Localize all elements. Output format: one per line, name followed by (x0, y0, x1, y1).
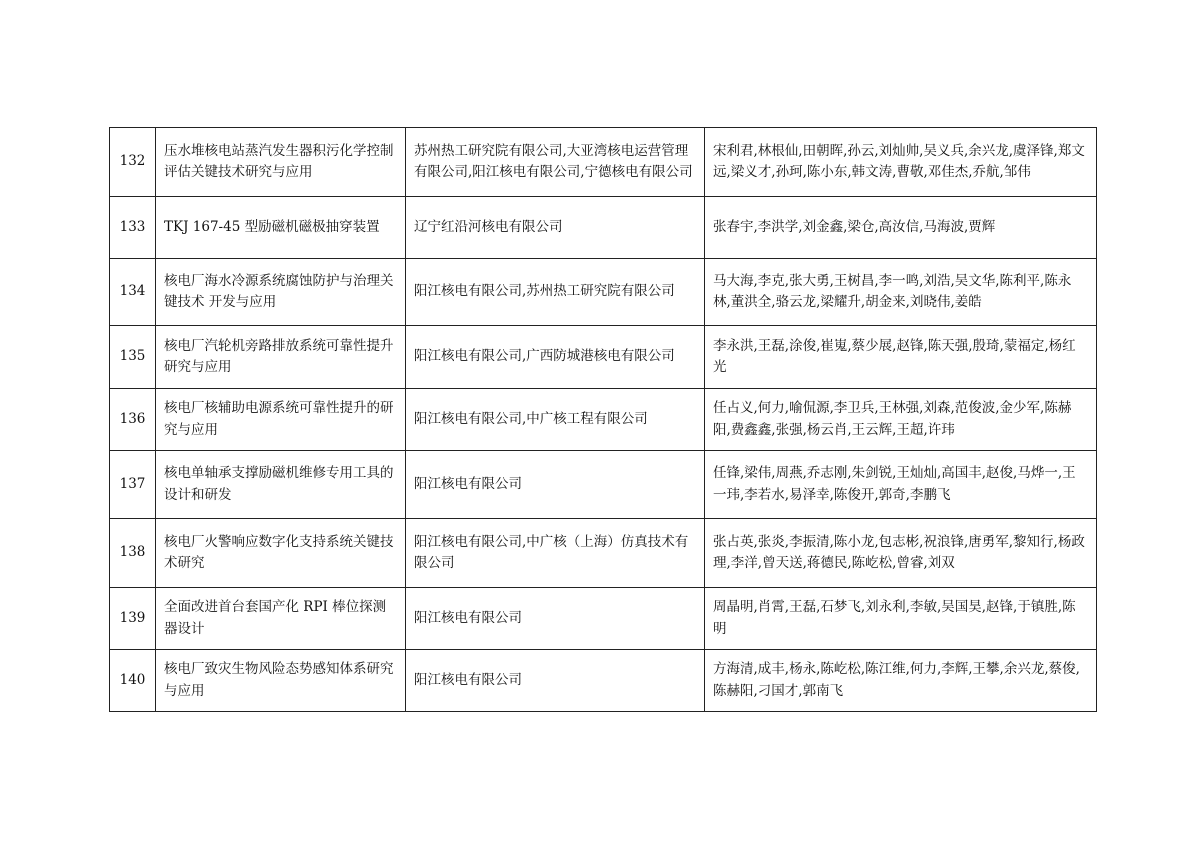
completing-units: 阳江核电有限公司,中广核（上海）仿真技术有限公司 (406, 519, 705, 588)
completing-people: 方海清,成丰,杨永,陈屹松,陈江维,何力,李辉,王攀,余兴龙,蔡俊,陈赫阳,刁国才,郭南飞 (705, 650, 1097, 712)
table-row (110, 197, 1097, 259)
project-name: TKJ 167-45 型励磁机磁极抽穿装置 (156, 197, 406, 259)
table-row (110, 451, 1097, 519)
project-name: 压水堆核电站蒸汽发生器积污化学控制评估关键技术研究与应用 (156, 128, 406, 197)
completing-people: 张占英,张炎,李振清,陈小龙,包志彬,祝浪锋,唐勇军,黎知行,杨政理,李洋,曾天送,蒋德民,陈屹松,曾睿,刘双 (705, 519, 1097, 588)
row-number: 139 (110, 588, 156, 650)
completing-people: 张春宇,李洪学,刘金鑫,梁仓,高汝信,马海波,贾辉 (705, 197, 1097, 259)
completing-people: 李永洪,王磊,涂俊,崔嵬,蔡少展,赵锋,陈天强,殷琦,蒙福定,杨红光 (705, 326, 1097, 389)
table-row (110, 389, 1097, 451)
row-number: 137 (110, 451, 156, 519)
project-name: 核电厂致灾生物风险态势感知体系研究与应用 (156, 650, 406, 712)
project-name: 全面改进首台套国产化 RPI 棒位探测器设计 (156, 588, 406, 650)
completing-units: 阳江核电有限公司 (406, 451, 705, 519)
completing-units: 阳江核电有限公司 (406, 650, 705, 712)
completing-people: 任占义,何力,喻侃源,李卫兵,王林强,刘森,范俊波,金少军,陈赫阳,费鑫鑫,张强,杨云肖,王云辉,王超,许玮 (705, 389, 1097, 451)
completing-units: 阳江核电有限公司,中广核工程有限公司 (406, 389, 705, 451)
awards-table-container (109, 127, 1096, 712)
table-row (110, 326, 1097, 389)
table-row (110, 588, 1097, 650)
row-number: 136 (110, 389, 156, 451)
completing-units: 苏州热工研究院有限公司,大亚湾核电运营管理有限公司,阳江核电有限公司,宁德核电有限公司 (406, 128, 705, 197)
awards-table (109, 127, 1097, 712)
completing-people: 任锋,梁伟,周燕,乔志刚,朱剑锐,王灿灿,高国丰,赵俊,马烨一,王一玮,李若水,易泽幸,陈俊开,郭奇,李鹏飞 (705, 451, 1097, 519)
project-name: 核电厂海水冷源系统腐蚀防护与治理关键技术 开发与应用 (156, 259, 406, 326)
awards-table-body (110, 128, 1097, 712)
project-name: 核电厂火警响应数字化支持系统关键技术研究 (156, 519, 406, 588)
completing-people: 马大海,李克,张大勇,王树昌,李一鸣,刘浩,吴文华,陈利平,陈永林,董洪全,骆云龙,梁耀升,胡金来,刘晓伟,姜皓 (705, 259, 1097, 326)
row-number: 138 (110, 519, 156, 588)
completing-units: 阳江核电有限公司,苏州热工研究院有限公司 (406, 259, 705, 326)
row-number: 140 (110, 650, 156, 712)
completing-units: 辽宁红沿河核电有限公司 (406, 197, 705, 259)
table-row (110, 259, 1097, 326)
table-row (110, 519, 1097, 588)
row-number: 135 (110, 326, 156, 389)
row-number: 134 (110, 259, 156, 326)
completing-people: 宋利君,林根仙,田朝晖,孙云,刘灿帅,吴义兵,余兴龙,虞泽锋,郑文远,梁义才,孙珂,陈小东,韩文涛,曹敬,邓佳杰,乔航,邹伟 (705, 128, 1097, 197)
row-number: 132 (110, 128, 156, 197)
completing-people: 周晶明,肖霄,王磊,石梦飞,刘永利,李敏,吴国昊,赵锋,于镇胜,陈明 (705, 588, 1097, 650)
completing-units: 阳江核电有限公司,广西防城港核电有限公司 (406, 326, 705, 389)
row-number: 133 (110, 197, 156, 259)
table-row (110, 128, 1097, 197)
table-row (110, 650, 1097, 712)
completing-units: 阳江核电有限公司 (406, 588, 705, 650)
project-name: 核电单轴承支撑励磁机维修专用工具的设计和研发 (156, 451, 406, 519)
project-name: 核电厂核辅助电源系统可靠性提升的研究与应用 (156, 389, 406, 451)
project-name: 核电厂汽轮机旁路排放系统可靠性提升研究与应用 (156, 326, 406, 389)
